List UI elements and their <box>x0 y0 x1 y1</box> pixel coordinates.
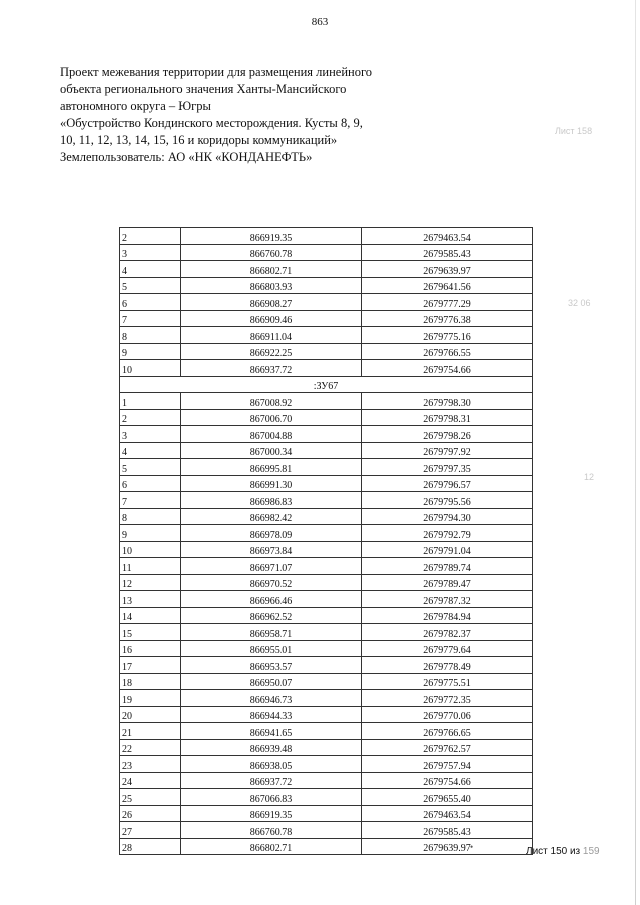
y-coordinate-cell: 2679762.57 <box>362 739 533 756</box>
x-coordinate-cell: 866978.09 <box>181 525 362 542</box>
y-coordinate-cell: 2679585.43 <box>362 822 533 839</box>
x-coordinate-cell: 867008.92 <box>181 393 362 410</box>
table-row <box>120 822 533 839</box>
x-coordinate-cell: 867066.83 <box>181 789 362 806</box>
y-coordinate-cell: 2679639.97 <box>362 838 533 855</box>
x-coordinate-cell: 866939.48 <box>181 739 362 756</box>
y-coordinate-cell: 2679784.94 <box>362 607 533 624</box>
table-row <box>120 805 533 822</box>
table-row <box>120 343 533 360</box>
y-coordinate-cell: 2679754.66 <box>362 772 533 789</box>
x-coordinate-cell: 866944.33 <box>181 706 362 723</box>
header-line-3: автономного округа – Югры <box>60 99 211 113</box>
x-coordinate-cell: 867006.70 <box>181 409 362 426</box>
y-coordinate-cell: 2679770.06 <box>362 706 533 723</box>
x-coordinate-cell: 866995.81 <box>181 459 362 476</box>
table-row <box>120 409 533 426</box>
x-coordinate-cell: 866909.46 <box>181 310 362 327</box>
table-row <box>120 657 533 674</box>
table-row <box>120 228 533 245</box>
point-number-cell: 12 <box>120 574 181 591</box>
x-coordinate-cell: 866946.73 <box>181 690 362 707</box>
scan-edge-line <box>635 0 636 905</box>
point-number-cell: 2 <box>120 228 181 245</box>
x-coordinate-cell: 866991.30 <box>181 475 362 492</box>
table-row <box>120 640 533 657</box>
y-coordinate-cell: 2679775.51 <box>362 673 533 690</box>
point-number-cell: 5 <box>120 459 181 476</box>
table-row <box>120 244 533 261</box>
table-row <box>120 393 533 410</box>
table-row <box>120 706 533 723</box>
table-row <box>120 574 533 591</box>
point-number-cell: 1 <box>120 393 181 410</box>
x-coordinate-cell: 866938.05 <box>181 756 362 773</box>
point-number-cell: 8 <box>120 327 181 344</box>
y-coordinate-cell: 2679791.04 <box>362 541 533 558</box>
table-row <box>120 360 533 377</box>
y-coordinate-cell: 2679797.35 <box>362 459 533 476</box>
x-coordinate-cell: 866760.78 <box>181 244 362 261</box>
y-coordinate-cell: 2679585.43 <box>362 244 533 261</box>
y-coordinate-cell: 2679639.97 <box>362 261 533 278</box>
table-row <box>120 508 533 525</box>
table-row <box>120 690 533 707</box>
point-number-cell: 17 <box>120 657 181 674</box>
x-coordinate-cell: 866802.71 <box>181 261 362 278</box>
x-coordinate-cell: 867000.34 <box>181 442 362 459</box>
point-number-cell: 10 <box>120 541 181 558</box>
table-row <box>120 558 533 575</box>
margin-mark-1: Лист 158 <box>555 126 593 136</box>
sheet-label: Лист 150 из <box>526 846 581 857</box>
y-coordinate-cell: 2679655.40 <box>362 789 533 806</box>
point-number-cell: 9 <box>120 343 181 360</box>
point-number-cell: 7 <box>120 310 181 327</box>
y-coordinate-cell: 2679463.54 <box>362 805 533 822</box>
point-number-cell: 23 <box>120 756 181 773</box>
table-row <box>120 294 533 311</box>
header-line-6: Землепользователь: АО «НК «КОНДАНЕФТЬ» <box>60 150 313 164</box>
x-coordinate-cell: 866922.25 <box>181 343 362 360</box>
x-coordinate-cell: 866802.71 <box>181 838 362 855</box>
point-number-cell: 25 <box>120 789 181 806</box>
x-coordinate-cell: 866982.42 <box>181 508 362 525</box>
coordinates-rows-before <box>120 228 533 377</box>
margin-mark-2: 32 06 <box>568 298 591 308</box>
x-coordinate-cell: 866919.35 <box>181 805 362 822</box>
footer-dot: • <box>470 842 474 852</box>
x-coordinate-cell: 866973.84 <box>181 541 362 558</box>
y-coordinate-cell: 2679779.64 <box>362 640 533 657</box>
y-coordinate-cell: 2679757.94 <box>362 756 533 773</box>
table-row <box>120 426 533 443</box>
header-line-1: Проект межевания территории для размещения линейного <box>60 65 373 79</box>
y-coordinate-cell: 2679787.32 <box>362 591 533 608</box>
table-row <box>120 723 533 740</box>
y-coordinate-cell: 2679772.35 <box>362 690 533 707</box>
x-coordinate-cell: 866955.01 <box>181 640 362 657</box>
y-coordinate-cell: 2679463.54 <box>362 228 533 245</box>
section-row <box>120 376 533 393</box>
point-number-cell: 6 <box>120 475 181 492</box>
y-coordinate-cell: 2679789.47 <box>362 574 533 591</box>
table-row <box>120 310 533 327</box>
page-number: 863 <box>311 16 329 28</box>
point-number-cell: 3 <box>120 244 181 261</box>
x-coordinate-cell: 866958.71 <box>181 624 362 641</box>
point-number-cell: 9 <box>120 525 181 542</box>
table-row <box>120 475 533 492</box>
point-number-cell: 14 <box>120 607 181 624</box>
y-coordinate-cell: 2679795.56 <box>362 492 533 509</box>
point-number-cell: 18 <box>120 673 181 690</box>
y-coordinate-cell: 2679796.57 <box>362 475 533 492</box>
x-coordinate-cell: 866911.04 <box>181 327 362 344</box>
header-line-4: «Обустройство Кондинского месторождения. Кусты 8, 9, <box>60 116 363 130</box>
document-header <box>60 64 380 166</box>
table-row <box>120 541 533 558</box>
x-coordinate-cell: 866966.46 <box>181 591 362 608</box>
table-row <box>120 739 533 756</box>
section-row-group <box>120 376 533 393</box>
section-label: :ЗУ67 <box>120 376 533 393</box>
x-coordinate-cell: 866937.72 <box>181 360 362 377</box>
table-row <box>120 442 533 459</box>
point-number-cell: 4 <box>120 261 181 278</box>
point-number-cell: 8 <box>120 508 181 525</box>
table-row <box>120 492 533 509</box>
x-coordinate-cell: 866803.93 <box>181 277 362 294</box>
table-row <box>120 789 533 806</box>
x-coordinate-cell: 866919.35 <box>181 228 362 245</box>
table-row <box>120 261 533 278</box>
point-number-cell: 13 <box>120 591 181 608</box>
sheet-total: 159 <box>582 846 600 857</box>
x-coordinate-cell: 866760.78 <box>181 822 362 839</box>
header-line-2: объекта регионального значения Ханты-Мансийского <box>60 82 347 96</box>
y-coordinate-cell: 2679641.56 <box>362 277 533 294</box>
table-row <box>120 525 533 542</box>
y-coordinate-cell: 2679766.65 <box>362 723 533 740</box>
point-number-cell: 20 <box>120 706 181 723</box>
point-number-cell: 3 <box>120 426 181 443</box>
y-coordinate-cell: 2679766.55 <box>362 343 533 360</box>
y-coordinate-cell: 2679754.66 <box>362 360 533 377</box>
table-row <box>120 327 533 344</box>
table-row <box>120 277 533 294</box>
x-coordinate-cell: 866953.57 <box>181 657 362 674</box>
point-number-cell: 11 <box>120 558 181 575</box>
y-coordinate-cell: 2679789.74 <box>362 558 533 575</box>
point-number-cell: 19 <box>120 690 181 707</box>
table-row <box>120 591 533 608</box>
point-number-cell: 6 <box>120 294 181 311</box>
point-number-cell: 5 <box>120 277 181 294</box>
point-number-cell: 27 <box>120 822 181 839</box>
point-number-cell: 24 <box>120 772 181 789</box>
table-row <box>120 459 533 476</box>
x-coordinate-cell: 867004.88 <box>181 426 362 443</box>
header-line-5: 10, 11, 12, 13, 14, 15, 16 и коридоры коммуникаций» <box>60 133 338 147</box>
coordinates-rows-after <box>120 393 533 855</box>
point-number-cell: 28 <box>120 838 181 855</box>
point-number-cell: 22 <box>120 739 181 756</box>
y-coordinate-cell: 2679775.16 <box>362 327 533 344</box>
y-coordinate-cell: 2679782.37 <box>362 624 533 641</box>
y-coordinate-cell: 2679798.26 <box>362 426 533 443</box>
x-coordinate-cell: 866962.52 <box>181 607 362 624</box>
y-coordinate-cell: 2679798.31 <box>362 409 533 426</box>
point-number-cell: 10 <box>120 360 181 377</box>
table-row <box>120 673 533 690</box>
point-number-cell: 16 <box>120 640 181 657</box>
point-number-cell: 2 <box>120 409 181 426</box>
point-number-cell: 15 <box>120 624 181 641</box>
y-coordinate-cell: 2679797.92 <box>362 442 533 459</box>
x-coordinate-cell: 866950.07 <box>181 673 362 690</box>
x-coordinate-cell: 866941.65 <box>181 723 362 740</box>
table-row <box>120 756 533 773</box>
y-coordinate-cell: 2679778.49 <box>362 657 533 674</box>
table-row <box>120 624 533 641</box>
coordinates-table <box>119 227 533 855</box>
sheet-footer <box>526 846 600 857</box>
y-coordinate-cell: 2679794.30 <box>362 508 533 525</box>
y-coordinate-cell: 2679792.79 <box>362 525 533 542</box>
x-coordinate-cell: 866971.07 <box>181 558 362 575</box>
table-row <box>120 607 533 624</box>
table-row <box>120 772 533 789</box>
y-coordinate-cell: 2679776.38 <box>362 310 533 327</box>
point-number-cell: 4 <box>120 442 181 459</box>
point-number-cell: 7 <box>120 492 181 509</box>
x-coordinate-cell: 866970.52 <box>181 574 362 591</box>
point-number-cell: 26 <box>120 805 181 822</box>
x-coordinate-cell: 866908.27 <box>181 294 362 311</box>
x-coordinate-cell: 866937.72 <box>181 772 362 789</box>
point-number-cell: 21 <box>120 723 181 740</box>
y-coordinate-cell: 2679777.29 <box>362 294 533 311</box>
x-coordinate-cell: 866986.83 <box>181 492 362 509</box>
margin-mark-3: 12 <box>584 472 595 482</box>
y-coordinate-cell: 2679798.30 <box>362 393 533 410</box>
